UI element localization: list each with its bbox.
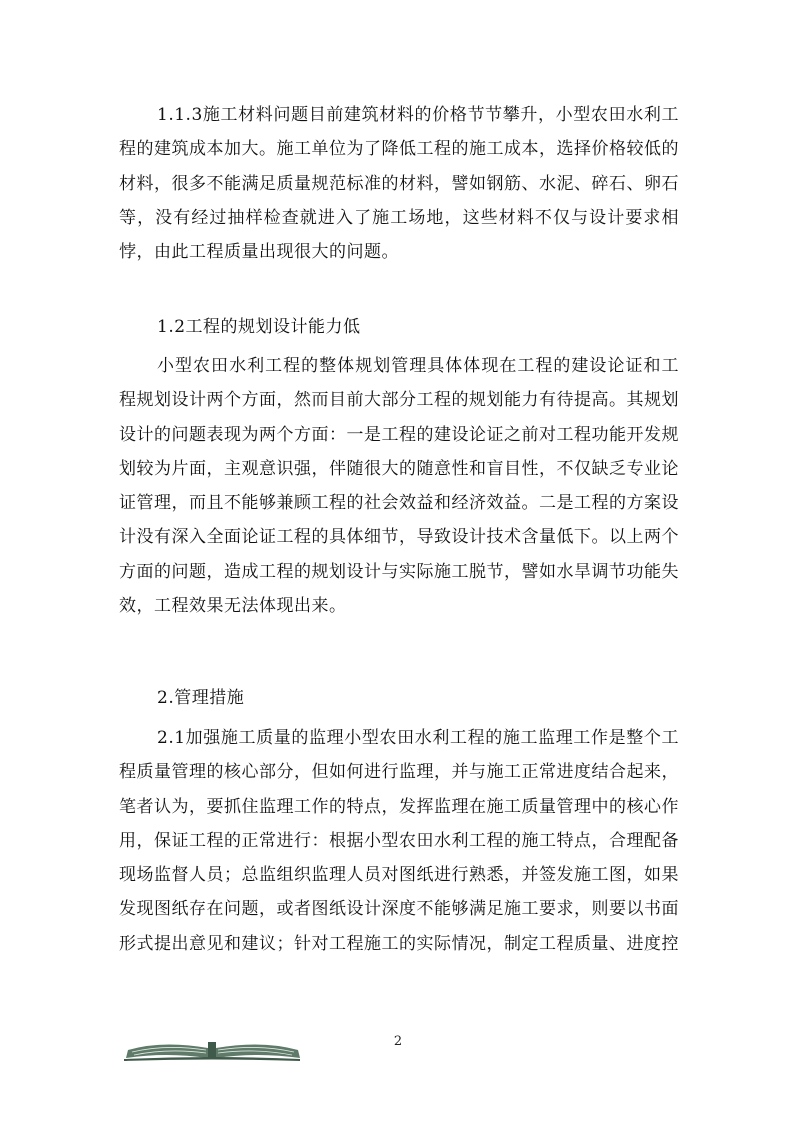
text-block-materials bbox=[119, 98, 679, 269]
text-block-planning bbox=[119, 349, 679, 623]
open-book-icon bbox=[122, 1028, 302, 1062]
section-heading-planning: 1.2工程的规划设计能力低 bbox=[157, 317, 361, 337]
page-number: 2 bbox=[393, 1034, 403, 1049]
section-heading-measures: 2.管理措施 bbox=[157, 688, 245, 708]
paragraph-supervision: 2.1加强施工质量的监理小型农田水利工程的施工监理工作是整个工程质量管理的核心部分，但如何进行监理，并与施工正常进度结合起来，笔者认为，要抓住监理工作的特点，发挥监理在施工质量管理中的核心作用，保证工程的正常进行：根据小型农田水利工程的施工特点，合理配备现场监督人员；总监组织监理人员对图纸进行熟悉，并签发施工图，如果发现图纸存在问题，或者图纸设计深度不能够满足施工要求，则要以书面形式提出意见和建议；针对工程施工的实际情况，制定工程质量、进度控 bbox=[119, 728, 679, 954]
paragraph-materials-issue: 1.1.3施工材料问题目前建筑材料的价格节节攀升，小型农田水利工程的建筑成本加大。施工单位为了降低工程的施工成本，选择价格较低的材料，很多不能满足质量规范标准的材料，譬如钢筋、水泥、碎石、卵石等，没有经过抽样检查就进入了施工场地，这些材料不仅与设计要求相悖，由此工程质量出现很大的问题。 bbox=[119, 105, 679, 263]
text-block-heading-planning bbox=[119, 310, 679, 344]
text-block-supervision bbox=[119, 721, 679, 961]
text-block-heading-measures bbox=[119, 681, 679, 715]
paragraph-planning-issue: 小型农田水利工程的整体规划管理具体体现在工程的建设论证和工程规划设计两个方面，然而目前大部分工程的规划能力有待提高。其规划设计的问题表现为两个方面：一是工程的建设论证之前对工程功能开发规划较为片面，主观意识强，伴随很大的随意性和盲目性，不仅缺乏专业论证管理，而且不能够兼顾工程的社会效益和经济效益。二是工程的方案设计没有深入全面论证工程的具体细节，导致设计技术含量低下。以上两个方面的问题，造成工程的规划设计与实际施工脱节，譬如水旱调节功能失效，工程效果无法体现出来。 bbox=[119, 356, 679, 617]
